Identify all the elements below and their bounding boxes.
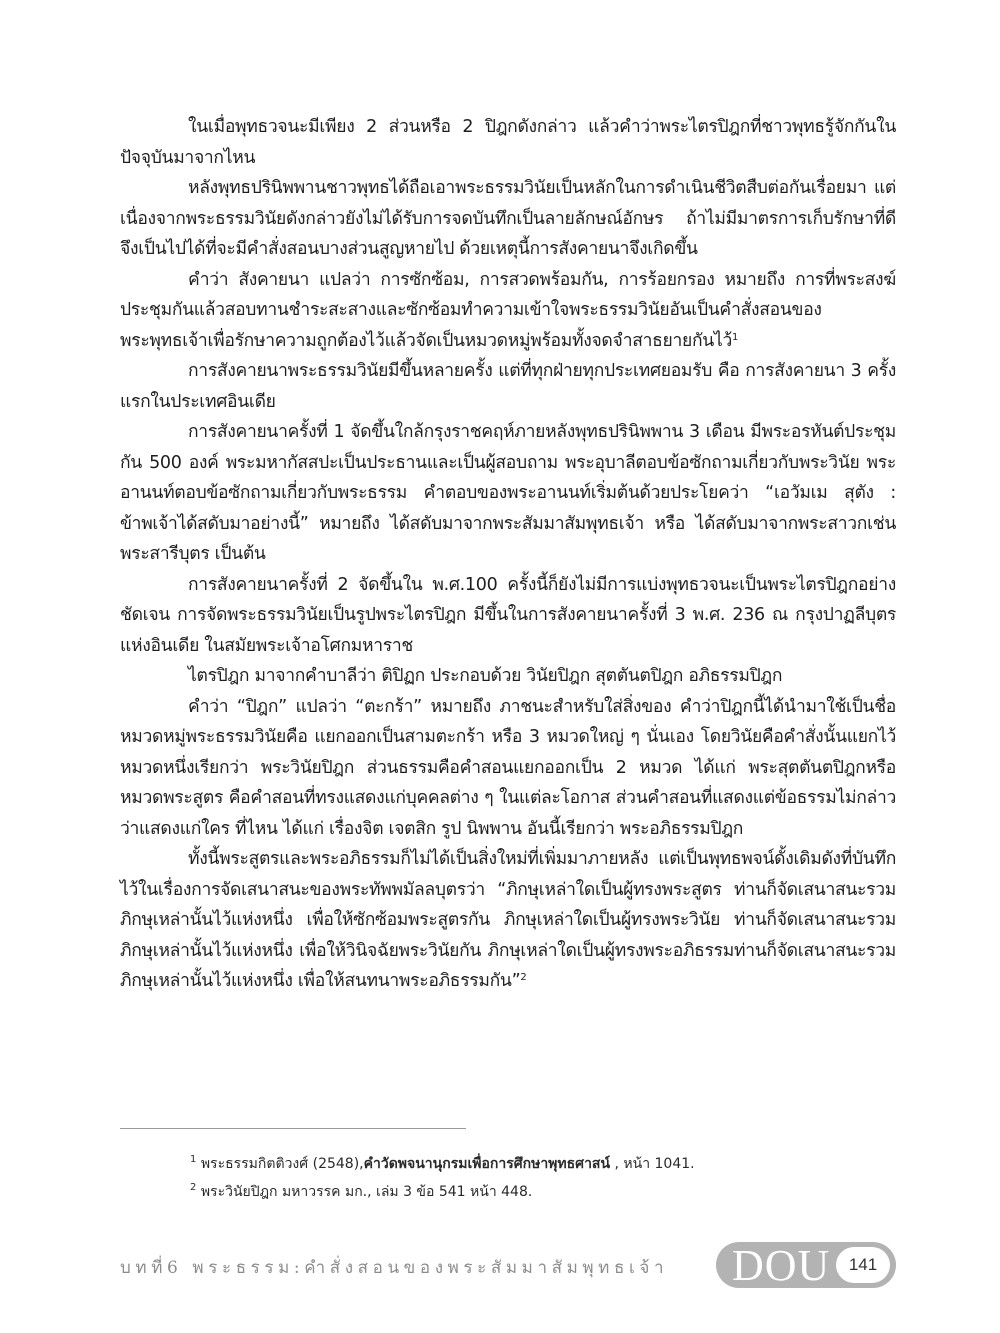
page-footer (0, 1232, 1000, 1292)
footnote-page: , หน้า 1041. (610, 1156, 695, 1172)
paragraph: การสังคายนาพระธรรมวินัยมีขึ้นหลายครั้ง แต่ที่ทุกฝ่ายทุกประเทศยอมรับ คือ การสังคายนา 3 ครั้งแรกในประเทศอินเดีย (120, 361, 896, 412)
footnote-mark: 1 (190, 1154, 197, 1165)
paragraph: หลังพุทธปรินิพพานชาวพุทธได้ถือเอาพระธรรมวินัยเป็นหลักในการดำเนินชีวิตสืบต่อกันเรื่อยมา แต่เนื่องจากพระธรรมวินัยดังกล่าวยังไม่ได้รับการจดบันทึกเป็นลายลักษณ์อักษร ถ้าไม่มีมาตรการเก็บรักษาที่ดี จึงเป็นไปได้ที่จะมีคำสั่งสอนบางส่วนสูญหายไป ด้วยเหตุนี้การสังคายนาจึงเกิดขึ้น (120, 178, 896, 259)
paragraph: การสังคายนาครั้งที่ 1 จัดขึ้นใกล้กรุงราชคฤห์ภายหลังพุทธปรินิพพาน 3 เดือน มีพระอรหันต์ประชุมกัน 500 องค์ พระมหากัสสปะเป็นประธานและเป็นผู้สอบถาม พระอุบาลีตอบข้อซักถามเกี่ยวกับพระวินัย พระอานนท์ตอบข้อซักถามเกี่ยวกับพระธรรม คำตอบของพระอานนท์เริ่มต้นด้วยประโยคว่า “เอวัมเม สุตัง : ข้าพเจ้าได้สดับมาอย่างนี้” หมายถึง ได้สดับมาจากพระสัมมาสัมพุทธเจ้า หรือ ได้สดับมาจากพระสาวกเช่นพระสารีบุตร เป็นต้น (120, 422, 896, 564)
footnote-ref[interactable]: 1 (731, 331, 739, 343)
footnote-ref[interactable]: 2 (520, 972, 527, 983)
chapter-title: บทที่6 พระธรรม:คำสั่งสอนของพระสัมมาสัมพุทธเจ้า (120, 1258, 669, 1278)
footnote-mark: 2 (190, 1182, 197, 1193)
footnote-text: พระวินัยปิฎก มหาวรรค มก., เล่ม 3 ข้อ 541 หน้า 448. (200, 1184, 533, 1200)
paragraph-text: ทั้งนี้พระสูตรและพระอภิธรรมก็ไม่ได้เป็นสิ่งใหม่ที่เพิ่มมาภายหลัง แต่เป็นพุทธพจน์ดั้งเดิมดังที่บันทึกไว้ในเรื่องการจัดเสนาสนะของพระทัพพมัลลบุตรว่า “ภิกษุเหล่าใดเป็นผู้ทรงพระสูตร ท่านก็จัดเสนาสนะรวมภิกษุเหล่านั้นไว้แห่งหนึ่ง เพื่อให้ซักซ้อมพระสูตรกัน ภิกษุเหล่าใดเป็นผู้ทรงพระวินัย ท่านก็จัดเสนาสนะรวมภิกษุเหล่านั้นไว้แห่งหนึ่ง เพื่อให้วินิจฉัยพระวินัยกัน ภิกษุเหล่าใดเป็นผู้ทรงพระอภิธรรมท่านก็จัดเสนาสนะรวมภิกษุเหล่านั้นไว้แห่งหนึ่ง เพื่อให้สนทนาพระอภิธรรมกัน” (120, 849, 896, 991)
main-text (120, 112, 896, 997)
logo-text: DOU (732, 1241, 831, 1290)
paragraph-text: คำว่า สังคายนา แปลว่า การซักซ้อม, การสวดพร้อมกัน, การร้อยกรอง หมายถึง การที่พระสงฆ์ประชุมกันแล้วสอบทานชำระสะสางและซักซ้อมทำความเข้าใจพระธรรมวินัยอันเป็นคำสั่งสอนของพระพุทธเจ้าเพื่อรักษาความถูกต้องไว้แล้วจัดเป็นหมวดหมู่พร้อมทั้งจดจำสาธยายกันไว้ (120, 269, 896, 351)
footnote (190, 1150, 890, 1178)
paragraph: ในเมื่อพุทธวจนะมีเพียง 2 ส่วนหรือ 2 ปิฎกดังกล่าว แล้วคำว่าพระไตรปิฎกที่ชาวพุทธรู้จักกันในปัจจุบันมาจากไหน (120, 117, 896, 168)
footnote-text: พระธรรมกิตติวงศ์ (2548), (200, 1156, 364, 1172)
paragraph: ไตรปิฎก มาจากคำบาลีว่า ติปิฏก ประกอบด้วย วินัยปิฎก สุตตันตปิฎก อภิธรรมปิฎก (188, 666, 783, 686)
footnote (190, 1178, 890, 1206)
paragraph: คำว่า “ปิฎก” แปลว่า “ตะกร้า” หมายถึง ภาชนะสำหรับใส่สิ่งของ คำว่าปิฎกนี้ได้นำมาใช้เป็นชื่อหมวดหมู่พระธรรมวินัยคือ แยกออกเป็นสามตะกร้า หรือ 3 หมวดใหญ่ ๆ นั่นเอง โดยวินัยคือคำสั่งนั้นแยกไว้หมวดหนึ่งเรียกว่า พระวินัยปิฎก ส่วนธรรมคือคำสอนแยกออกเป็น 2 หมวด ได้แก่ พระสุตตันตปิฎกหรือ หมวดพระสูตร คือคำสอนที่ทรงแสดงแก่บุคคลต่าง ๆ ในแต่ละโอกาส ส่วนคำสอนที่แสดงแต่ข้อธรรมไม่กล่าวว่าแสดงแก่ใคร ที่ไหน ได้แก่ เรื่องจิต เจตสิก รูป นิพพาน อันนี้เรียกว่า พระอภิธรรมปิฎก (120, 696, 896, 839)
page-number: 141 (836, 1247, 890, 1283)
footnote-title: คำวัดพจนานุกรมเพื่อการศึกษาพุทธศาสน์ (363, 1156, 611, 1172)
logo-badge (716, 1242, 896, 1288)
paragraph (120, 844, 896, 997)
paragraph: การสังคายนาครั้งที่ 2 จัดขึ้นใน พ.ศ.100 ครั้งนี้ก็ยังไม่มีการแบ่งพุทธวจนะเป็นพระไตรปิฎกอย่างชัดเจน การจัดพระธรรมวินัยเป็นรูปพระไตรปิฎก มีขึ้นในการสังคายนาครั้งที่ 3 พ.ศ. 236 ณ กรุงปาฏลีบุตรแห่งอินเดีย ในสมัยพระเจ้าอโศกมหาราช (120, 574, 896, 656)
paragraph (120, 265, 896, 357)
footnote-divider (120, 1128, 466, 1129)
footnotes (190, 1150, 890, 1206)
